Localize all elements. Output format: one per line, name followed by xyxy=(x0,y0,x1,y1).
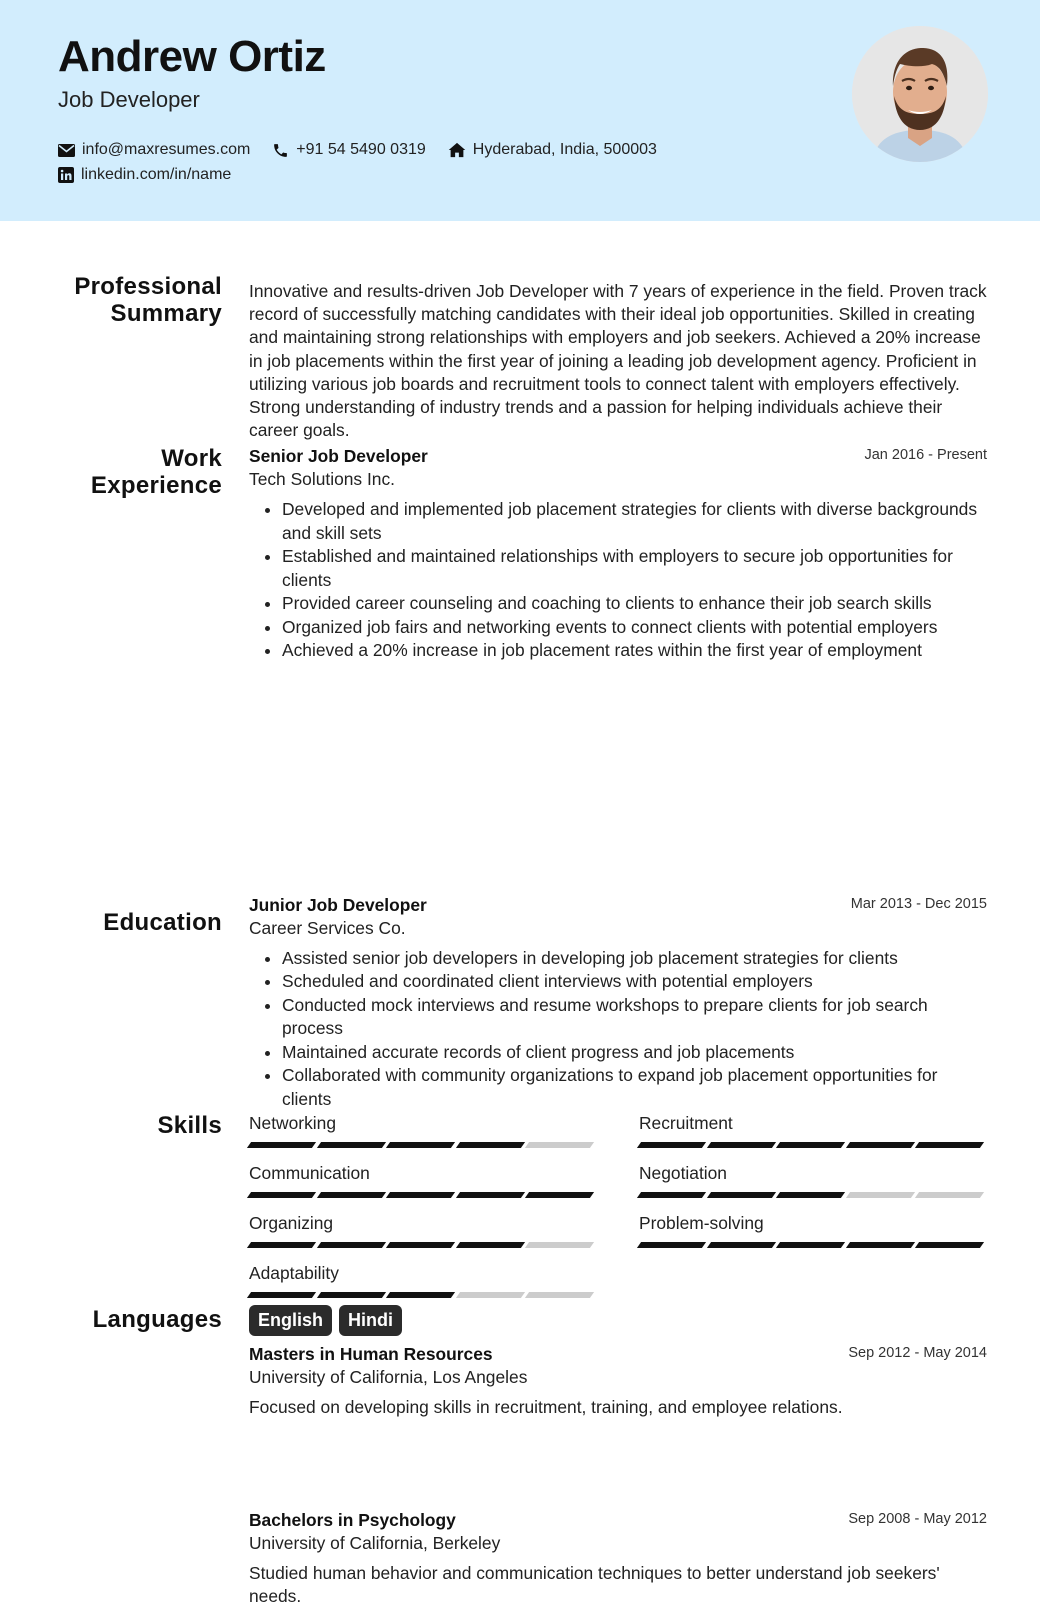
skill-segment-filled xyxy=(776,1242,845,1248)
education-dates: Sep 2008 - May 2012 xyxy=(848,1511,987,1528)
skill-level-bar xyxy=(249,1242,597,1248)
section-title-languages: Languages xyxy=(92,1306,222,1333)
linkedin-text: linkedin.com/in/name xyxy=(81,166,232,183)
skill-segment-filled xyxy=(915,1242,984,1248)
skill-segment-filled xyxy=(706,1242,775,1248)
contact-row xyxy=(58,139,679,161)
job-title: Senior Job Developer xyxy=(249,446,428,466)
skill-name: Problem-solving xyxy=(639,1213,764,1233)
contact-address xyxy=(448,139,657,161)
education-entry xyxy=(249,1343,987,1419)
bullet-item: • Developed and implemented job placement strategies for clients with diverse backgrounds and skill sets xyxy=(282,498,987,545)
skill-segment-filled xyxy=(706,1192,775,1198)
skill-name: Networking xyxy=(249,1113,336,1133)
phone-text: +91 54 5490 0319 xyxy=(296,141,426,158)
skill-name: Recruitment xyxy=(639,1113,733,1133)
bullet-item: • Established and maintained relationships with employers to secure job opportunities for clients xyxy=(282,545,987,592)
address-text: Hyderabad, India, 500003 xyxy=(472,141,657,158)
language-chip: Hindi xyxy=(339,1305,402,1336)
education-entry xyxy=(249,1509,987,1608)
skill-segment-filled xyxy=(316,1192,385,1198)
skill-item xyxy=(639,1112,987,1135)
avatar xyxy=(852,26,988,162)
skill-item xyxy=(639,1212,987,1235)
skill-segment-filled xyxy=(846,1142,915,1148)
degree-title: Bachelors in Psychology xyxy=(249,1510,456,1531)
skill-segment-empty xyxy=(915,1192,984,1198)
skill-segment-filled xyxy=(915,1142,984,1148)
bullet-item: • Provided career counseling and coaching to clients to enhance their job search skills xyxy=(282,592,987,616)
skill-segment-filled xyxy=(637,1192,706,1198)
education-dates: Sep 2012 - May 2014 xyxy=(848,1345,987,1361)
skill-item xyxy=(249,1262,597,1285)
skill-segment-filled xyxy=(247,1242,316,1248)
skill-segment-filled xyxy=(637,1142,706,1148)
phone-icon xyxy=(272,142,289,159)
skill-level-bar xyxy=(249,1292,597,1298)
school-name: University of California, Los Angeles xyxy=(249,1367,528,1387)
experience-entry xyxy=(249,894,987,1112)
skill-segment-empty xyxy=(525,1142,594,1148)
skill-name: Adaptability xyxy=(249,1263,339,1283)
profile-photo xyxy=(852,26,988,162)
skill-level-bar xyxy=(249,1192,597,1198)
skill-name: Organizing xyxy=(249,1213,334,1233)
contact-phone[interactable] xyxy=(272,139,425,161)
job-dates: Mar 2013 - Dec 2015 xyxy=(850,895,987,912)
contact-email[interactable] xyxy=(58,139,250,161)
bullet-item: • Collaborated with community organizations to expand job placement opportunities for clients xyxy=(282,1064,987,1111)
skill-segment-filled xyxy=(386,1192,455,1198)
skill-segment-empty xyxy=(846,1192,915,1198)
job-title: Junior Job Developer xyxy=(249,894,427,915)
degree-title: Masters in Human Resources xyxy=(249,1344,493,1364)
skill-item xyxy=(249,1112,597,1135)
skill-segment-filled xyxy=(316,1292,385,1298)
summary-text: Innovative and results-driven Job Developer with 7 years of experience in the field. Proven track record of successfully matching candidates with their ideal job opportunities. Skilled in creating and maintaining strong relationships with employers and job seekers. Achieved a 20% increase in job placements within the first year of joining a leading job development agency. Proficient in utilizing various job boards and recruitment tools to connect talent with employers effectively. Strong understanding of industry trends and a passion for helping individuals achieve their career goals. xyxy=(249,281,987,441)
section-title-experience: Work Experience xyxy=(90,445,222,499)
skill-segment-filled xyxy=(247,1142,316,1148)
skill-item xyxy=(639,1162,987,1185)
section-title-education: Education xyxy=(103,909,222,936)
section-title-summary: Professional Summary xyxy=(74,273,222,327)
skill-segment-filled xyxy=(247,1292,316,1298)
job-bullets xyxy=(249,498,987,663)
resume-header xyxy=(0,0,1040,221)
skill-segment-empty xyxy=(525,1292,594,1298)
skill-segment-filled xyxy=(456,1242,525,1248)
skill-name: Communication xyxy=(249,1163,370,1183)
language-chip: English xyxy=(249,1305,332,1336)
bullet-item: • Conducted mock interviews and resume workshops to prepare clients for job search process xyxy=(282,994,987,1041)
skill-segment-filled xyxy=(386,1242,455,1248)
skill-level-bar xyxy=(249,1142,597,1148)
candidate-name: Andrew Ortiz xyxy=(58,32,326,81)
skill-segment-filled xyxy=(637,1242,706,1248)
summary-block xyxy=(249,280,987,442)
company-name: Tech Solutions Inc. xyxy=(249,469,395,489)
education-description: Studied human behavior and communication techniques to better understand job seekers' needs. xyxy=(249,1563,940,1607)
job-bullets xyxy=(249,947,987,1112)
skill-segment-filled xyxy=(525,1192,594,1198)
skill-segment-empty xyxy=(456,1292,525,1298)
skill-segment-filled xyxy=(386,1142,455,1148)
skill-level-bar xyxy=(639,1142,987,1148)
skill-name: Negotiation xyxy=(639,1163,727,1183)
bullet-item: • Assisted senior job developers in developing job placement strategies for clients xyxy=(282,947,987,971)
section-title-skills: Skills xyxy=(157,1112,222,1139)
skill-segment-filled xyxy=(456,1142,525,1148)
skill-segment-filled xyxy=(316,1142,385,1148)
bullet-item: • Scheduled and coordinated client interviews with potential employers xyxy=(282,970,987,994)
home-icon xyxy=(448,142,466,158)
skill-segment-filled xyxy=(846,1242,915,1248)
school-name: University of California, Berkeley xyxy=(249,1533,501,1554)
contact-linkedin[interactable] xyxy=(58,164,231,186)
skill-level-bar xyxy=(639,1242,987,1248)
skill-segment-filled xyxy=(706,1142,775,1148)
candidate-title: Job Developer xyxy=(58,87,200,112)
email-text: info@maxresumes.com xyxy=(82,141,251,158)
company-name: Career Services Co. xyxy=(249,917,406,938)
bullet-item: • Maintained accurate records of client progress and job placements xyxy=(282,1041,987,1065)
skill-item xyxy=(249,1212,597,1235)
job-dates: Jan 2016 - Present xyxy=(864,447,987,463)
skill-item xyxy=(249,1162,597,1185)
skill-segment-filled xyxy=(776,1192,845,1198)
education-description: Focused on developing skills in recruitment, training, and employee relations. xyxy=(249,1397,843,1417)
skill-segment-empty xyxy=(525,1242,594,1248)
bullet-item: • Achieved a 20% increase in job placement rates within the first year of employment xyxy=(282,639,987,663)
linkedin-icon xyxy=(58,167,74,183)
languages-list xyxy=(249,1305,409,1336)
contact-row-2 xyxy=(58,164,253,186)
skill-segment-filled xyxy=(386,1292,455,1298)
skill-segment-filled xyxy=(776,1142,845,1148)
experience-entry xyxy=(249,445,987,663)
bullet-item: • Organized job fairs and networking events to connect clients with potential employers xyxy=(282,616,987,640)
skill-segment-filled xyxy=(456,1192,525,1198)
skill-segment-filled xyxy=(316,1242,385,1248)
skill-segment-filled xyxy=(247,1192,316,1198)
envelope-icon xyxy=(58,144,75,157)
skill-level-bar xyxy=(639,1192,987,1198)
